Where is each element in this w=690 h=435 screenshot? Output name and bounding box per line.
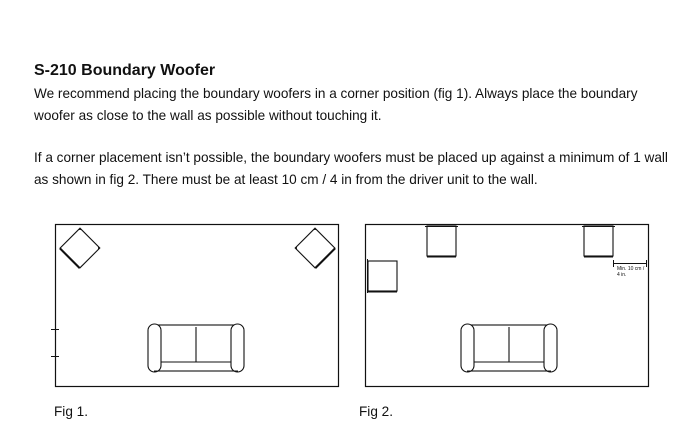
fig2-woofer-top-left: [425, 226, 458, 257]
fig2-distance-label-line1: Min. 10 cm /: [617, 266, 645, 272]
fig2-caption: Fig 2.: [359, 404, 393, 419]
fig2-woofer-left-wall: [368, 259, 398, 293]
fig2-distance-label-line2: 4 in.: [617, 272, 627, 278]
fig1-woofer-left: [60, 228, 100, 268]
fig1-caption: Fig 1.: [54, 404, 88, 419]
fig2-woofer-top-right: [582, 226, 615, 257]
fig1-room-diagram: [51, 225, 339, 387]
fig2-sofa: [461, 324, 557, 372]
fig2-room-diagram: [366, 225, 649, 387]
placement-paragraph-1: We recommend placing the boundary woofers in a corner position (fig 1). Always place the boundary woofer as close to the wall as possible without touching it.: [34, 86, 638, 123]
fig1-woofer-right: [295, 228, 335, 268]
section-heading: S-210 Boundary Woofer: [34, 62, 216, 79]
fig1-sofa: [148, 324, 244, 372]
placement-paragraph-2: If a corner placement isn’t possible, the boundary woofers must be placed up against a minimum of 1 wall as shown in fig 2. There must be at least 10 cm / 4 in from the driver unit to the wall.: [34, 150, 668, 187]
